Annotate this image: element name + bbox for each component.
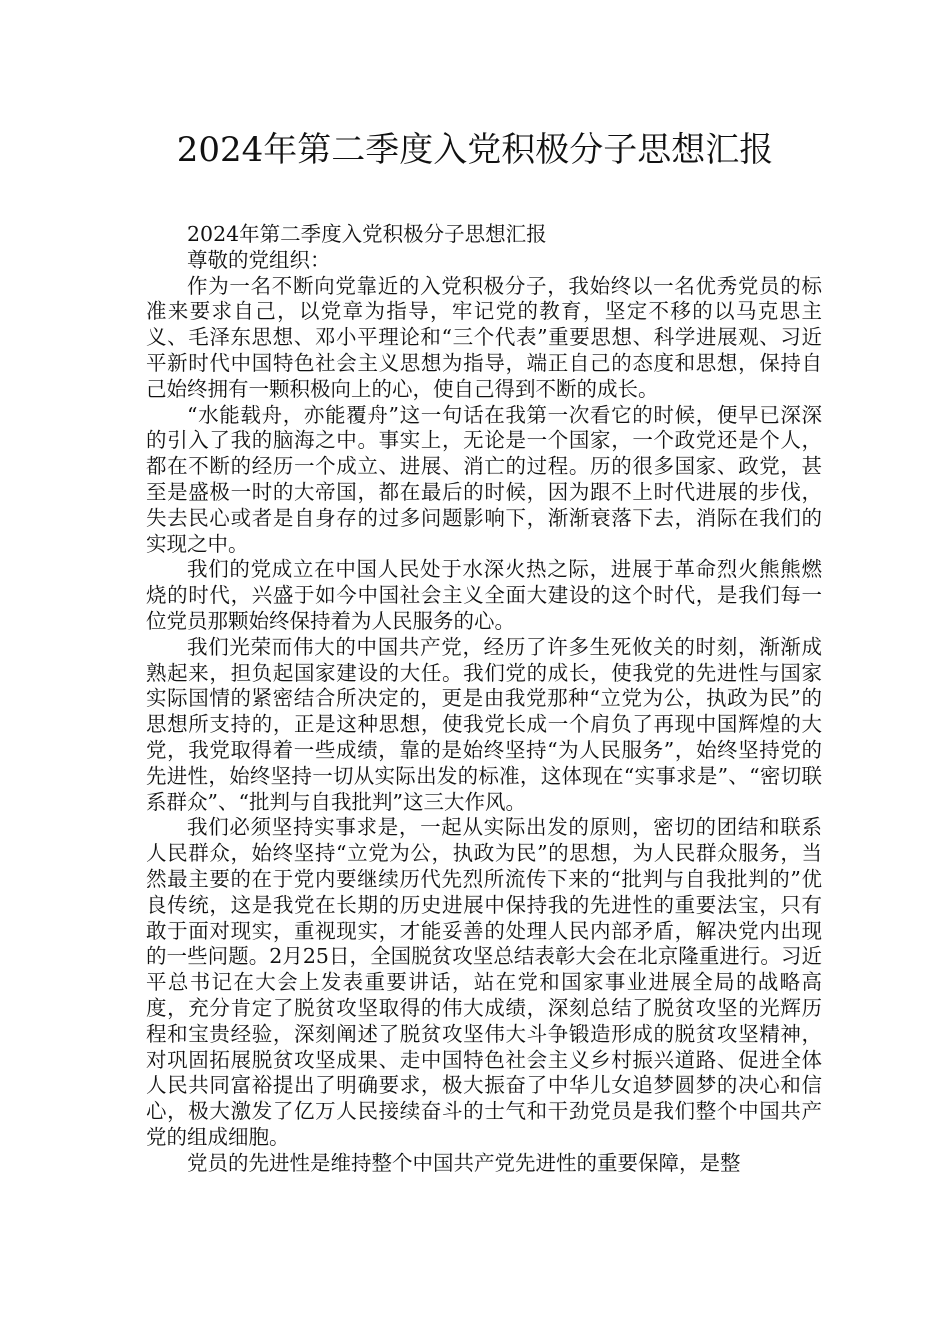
paragraph: 我们光荣而伟大的中国共产党，经历了许多生死攸关的时刻，渐渐成熟起来，担负起国家建设的大任。我们党的成长，使我党的先进性与国家实际国情的紧密结合所决定的，更是由我党那种“立党为公，执政为民”的思想所支持的，正是这种思想，使我党长成一个肩负了再现中国辉煌的大党，我党取得着一些成绩，靠的是始终坚持“为人民服务”，始终坚持党的先进性，始终坚持一切从实际出发的标准，这体现在“实事求是”、“密切联系群众”、“批判与自我批判”这三大作风。 <box>146 634 822 814</box>
document-title: 2024年第二季度入党积极分子思想汇报 <box>176 130 774 170</box>
salutation: 尊敬的党组织： <box>187 247 331 272</box>
paragraph: 党员的先进性是维持整个中国共产党先进性的重要保障，是整 <box>187 1150 741 1175</box>
document-body <box>146 222 822 1176</box>
body-heading: 2024年第二季度入党积极分子思想汇报 <box>187 222 547 246</box>
paragraph: “水能载舟，亦能覆舟”这一句话在我第一次看它的时候，便早已深深的引入了我的脑海之中。事实上，无论是一个国家，一个政党还是个人，都在不断的经历一个成立、进展、消亡的过程。历的很多国家、政党，甚至是盛极一时的大帝国，都在最后的时候，因为跟不上时代进展的步伐，失去民心或者是自身存的过多问题影响下，渐渐衰落下去，消际在我们的实现之中。 <box>146 402 822 556</box>
paragraph: 我们必须坚持实事求是，一起从实际出发的原则，密切的团结和联系人民群众，始终坚持“立党为公，执政为民”的思想，为人民群众服务，当然最主要的在于党内要继续历代先烈所流传下来的“批判与自我批判的”优良传统，这是我党在长期的历史进展中保持我的先进性的重要法宝，只有敢于面对现实，重视现实，才能妥善的处理人民内部矛盾，解决党内出现的一些问题。2月25日，全国脱贫攻坚总结表彰大会在北京隆重进行。习近平总书记在大会上发表重要讲话，站在党和国家事业进展全局的战略高度，充分肯定了脱贫攻坚取得的伟大成绩，深刻总结了脱贫攻坚的光辉历程和宝贵经验，深刻阐述了脱贫攻坚伟大斗争锻造形成的脱贫攻坚精神，对巩固拓展脱贫攻坚成果、走中国特色社会主义乡村振兴道路、促进全体人民共同富裕提出了明确要求，极大振奋了中华儿女追梦圆梦的决心和信心，极大激发了亿万人民接续奋斗的士气和干劲党员是我们整个中国共产党的组成细胞。 <box>146 815 822 1149</box>
paragraph: 我们的党成立在中国人民处于水深火热之际，进展于革命烈火熊熊燃烧的时代，兴盛于如今中国社会主义全面大建设的这个时代，是我们每一位党员那颗始终保持着为人民服务的心。 <box>146 557 822 633</box>
paragraph: 作为一名不断向党靠近的入党积极分子，我始终以一名优秀党员的标准来要求自己，以党章为指导，牢记党的教育，坚定不移的以马克思主义、毛泽东思想、邓小平理论和“三个代表”重要思想、科学进展观、习近平新时代中国特色社会主义思想为指导，端正自己的态度和思想，保持自己始终拥有一颗积极向上的心，使自己得到不断的成长。 <box>146 273 822 401</box>
